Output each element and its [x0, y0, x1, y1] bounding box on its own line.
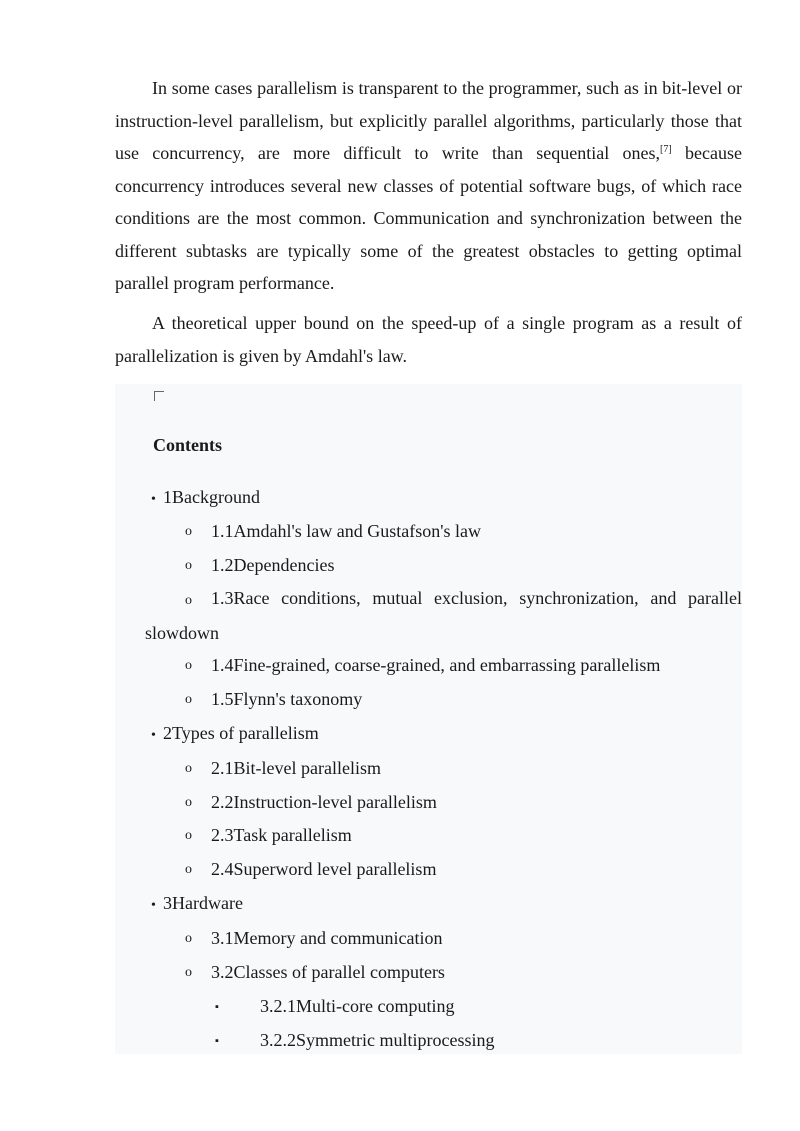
toc-item-label: 3.2.2Symmetric multiprocessing	[260, 1030, 495, 1050]
citation-link[interactable]: [7]	[660, 144, 672, 155]
toc-item-background[interactable]	[151, 485, 260, 512]
bullet-icon: o	[185, 524, 192, 539]
toc-item-label: 1.1Amdahl's law and Gustafson's law	[211, 521, 481, 541]
bullet-icon: •	[151, 492, 156, 507]
toc-item-flynns-taxonomy[interactable]	[185, 687, 363, 711]
bullet-icon: o	[185, 692, 192, 707]
toc-item-label: 3Hardware	[163, 893, 243, 913]
bullet-icon: o	[185, 795, 192, 810]
toc-item-label: 2Types of parallelism	[163, 723, 319, 743]
toc-item-label: 3.2.1Multi-core computing	[260, 996, 455, 1016]
bullet-icon: o	[185, 965, 192, 980]
bullet-icon: o	[185, 658, 192, 673]
toc-item-label: 3.2Classes of parallel computers	[211, 962, 445, 982]
toc-item-granularity[interactable]	[185, 653, 661, 677]
toc-item-label: 2.3Task parallelism	[211, 825, 352, 845]
toc-item-types-of-parallelism[interactable]	[151, 721, 319, 748]
toc-item-label: 1.5Flynn's taxonomy	[211, 689, 363, 709]
toc-item-smp[interactable]	[215, 1028, 495, 1052]
bullet-icon: o	[185, 558, 192, 573]
bullet-icon: o	[185, 828, 192, 843]
paragraph-concurrency	[115, 72, 742, 300]
toc-item-label: 2.2Instruction-level parallelism	[211, 792, 437, 812]
toc-item-label: 1.4Fine-grained, coarse-grained, and embarrassing parallelism	[211, 655, 661, 675]
toc-item-multi-core[interactable]	[215, 994, 455, 1018]
toc-item-task-parallelism[interactable]	[185, 823, 352, 847]
toc-item-dependencies[interactable]	[185, 553, 335, 577]
toc-item-label: 1Background	[163, 487, 260, 507]
bullet-icon: o	[185, 593, 192, 608]
toc-item-superword[interactable]	[185, 857, 437, 881]
toc-toggle-icon[interactable]	[154, 391, 164, 401]
toc-item-label: 1.2Dependencies	[211, 555, 335, 575]
toc-item-label: 3.1Memory and communication	[211, 928, 443, 948]
toc-item-label: 2.1Bit-level parallelism	[211, 758, 381, 778]
toc-item-memory[interactable]	[185, 926, 443, 950]
toc-item-amdahls-law[interactable]	[185, 519, 481, 543]
bullet-icon: ▪	[215, 1035, 219, 1047]
toc-item-label: 2.4Superword level parallelism	[211, 859, 437, 879]
bullet-icon: ▪	[215, 1001, 219, 1013]
bullet-icon: •	[151, 898, 156, 913]
paragraph-text: A theoretical upper bound on the speed-up of a single program as a result of parallelization is given by Amdahl's law.	[115, 313, 742, 366]
toc-item-race-conditions[interactable]	[145, 582, 742, 650]
bullet-icon: o	[185, 931, 192, 946]
paragraph-amdahl	[115, 307, 742, 372]
toc-item-bit-level[interactable]	[185, 756, 381, 780]
toc-title: Contents	[153, 435, 223, 455]
toc-item-label: 1.3Race conditions, mutual exclusion, synchronization, and parallel slowdown	[145, 588, 742, 643]
bullet-icon: •	[151, 728, 156, 743]
toc-item-instruction-level[interactable]	[185, 790, 437, 814]
bullet-icon: o	[185, 862, 192, 877]
toc-item-classes-of-computers[interactable]	[185, 960, 445, 984]
paragraph-text: because concurrency introduces several new classes of potential software bugs, of which race conditions are the most common. Communication and synchronization between the different subtasks are typically some of the greatest obstacles to getting optimal parallel program performance.	[115, 143, 742, 293]
bullet-icon: o	[185, 761, 192, 776]
paragraph-text: In some cases parallelism is transparent to the programmer, such as in bit-level or instruction-level parallelism, but explicitly parallel algorithms, particularly those that use concurrency, are more difficult to write than sequential ones,	[115, 78, 742, 163]
toc-item-hardware[interactable]	[151, 891, 243, 918]
